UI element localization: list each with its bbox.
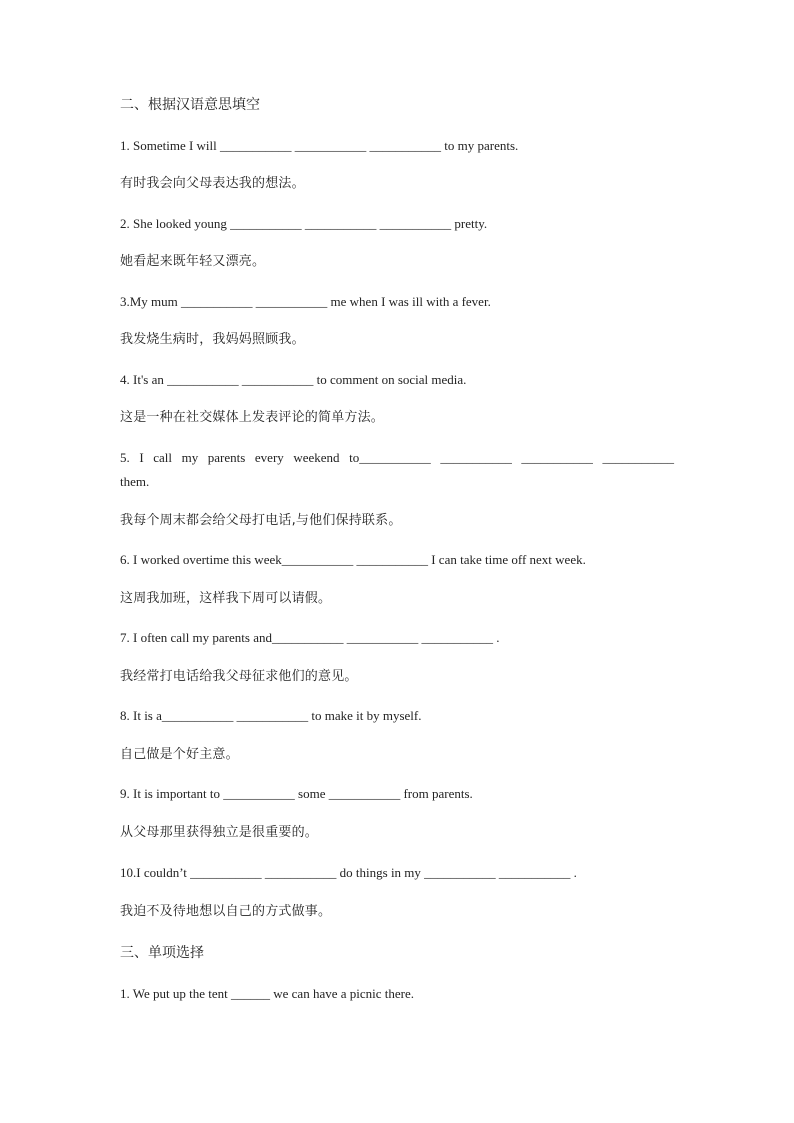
question-8-english: 8. It is a___________ ___________ to make it by myself. xyxy=(120,708,422,723)
question-9-chinese: 从父母那里获得独立是很重要的。 xyxy=(120,825,319,840)
question-10-english: 10.I couldn’t ___________ ___________ do things in my ___________ ___________ . xyxy=(120,865,577,880)
question-10-chinese: 我迫不及待地想以自己的方式做事。 xyxy=(120,904,332,919)
question-5-english: 5. I call my parents every weekend to___________ ___________ ___________ ___________ xyxy=(120,450,674,465)
question-6-english: 6. I worked overtime this week___________ ___________ I can take time off next week. xyxy=(120,552,586,567)
question-2-chinese: 她看起来既年轻又漂亮。 xyxy=(120,254,266,269)
question-1-chinese: 有时我会向父母表达我的想法。 xyxy=(120,176,305,191)
section-3-heading: 三、单项选择 xyxy=(120,945,204,961)
question-3-chinese: 我发烧生病时，我妈妈照顾我。 xyxy=(120,332,305,347)
question-7-chinese: 我经常打电话给我父母征求他们的意见。 xyxy=(120,669,358,684)
question-9-english: 9. It is important to ___________ some ___________ from parents. xyxy=(120,786,473,801)
question-8-chinese: 自己做是个好主意。 xyxy=(120,747,239,762)
question-4-english: 4. It's an ___________ ___________ to comment on social media. xyxy=(120,372,467,387)
question-7-english: 7. I often call my parents and___________ ___________ ___________ . xyxy=(120,630,500,645)
question-4-chinese: 这是一种在社交媒体上发表评论的简单方法。 xyxy=(120,410,385,425)
question-1-english: 1. Sometime I will ___________ ___________ ___________ to my parents. xyxy=(120,138,519,153)
question-6-chinese: 这周我加班，这样我下周可以请假。 xyxy=(120,591,332,606)
question-3-english: 3.My mum ___________ ___________ me when I was ill with a fever. xyxy=(120,294,491,309)
question-2-english: 2. She looked young ___________ ___________ ___________ pretty. xyxy=(120,216,488,231)
question-5-chinese: 我每个周末都会给父母打电话,与他们保持联系。 xyxy=(120,513,402,528)
question-5-english-continued: them. xyxy=(120,474,150,489)
choice-question-1: 1. We put up the tent ______ we can have a picnic there. xyxy=(120,986,415,1001)
section-2-heading: 二、根据汉语意思填空 xyxy=(120,97,260,113)
